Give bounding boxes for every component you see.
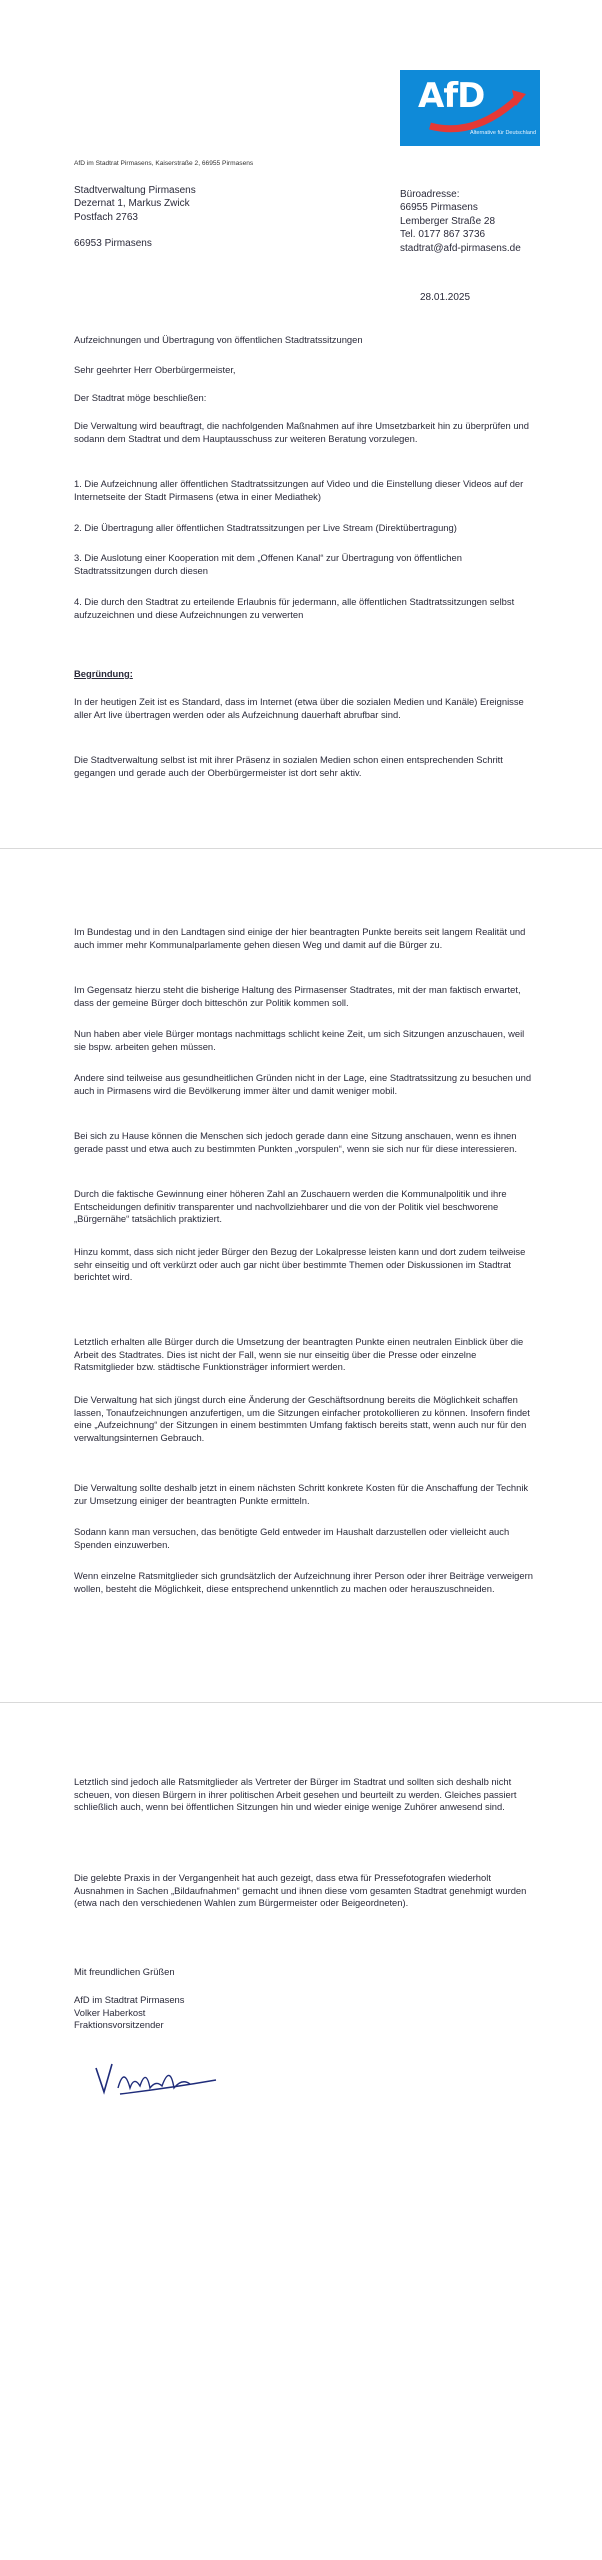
logo-tagline: Alternative für Deutschland (470, 130, 537, 136)
office-line: stadtrat@afd-pirmasens.de (400, 242, 521, 254)
subject-line: Aufzeichnungen und Übertragung von öffentlichen Stadtratssitzungen (74, 334, 363, 345)
logo-text: AfD (418, 76, 485, 116)
recipient-line: 66953 Pirmasens (74, 238, 152, 250)
paragraph: Die Verwaltung hat sich jüngst durch eine Änderung der Geschäftsordnung bereits die Möglichkeit schaffen lassen, Tonaufzeichnungen anzufertigen, um die Sitzungen einfacher protokollieren zu können. Insofern findet eine „Aufzeichnung“ der Sitzungen in einem bestimmten Umfang faktisch bereits statt, wenn auch nur für den verwaltungsinternen Gebrauch. (74, 1394, 530, 1443)
office-line: 66955 Pirmasens (400, 202, 478, 214)
signature-block (74, 1994, 184, 2032)
recipient-line: Postfach 2763 (74, 211, 138, 223)
intro-line: Der Stadtrat möge beschließen: (74, 392, 207, 403)
paragraph: Andere sind teilweise aus gesundheitlichen Gründen nicht in der Lage, eine Stadtratssitzung zu besuchen und auch in Pirmasens wird die Bevölkerung immer älter und damit weniger mobil. (74, 1072, 532, 1096)
office-line: Büroadresse: (400, 189, 460, 200)
office-line: Lemberger Straße 28 (400, 215, 496, 227)
handwritten-signature (90, 2058, 220, 2102)
paragraph: Bei sich zu Hause können die Menschen sich jedoch gerade dann eine Sitzung anschauen, wenn es ihnen gerade passt und etwa auch zu bestimmten Punkten „vorspulen“, wenn sie sich nur für diese interessieren. (74, 1130, 517, 1154)
afd-logo (400, 70, 540, 146)
salutation: Sehr geehrter Herr Oberbürgermeister, (74, 364, 236, 375)
paragraph: In der heutigen Zeit ist es Standard, dass im Internet (etwa über die sozialen Medien und Kanäle) Ereignisse aller Art live übertragen werden oder als Aufzeichnung dauerhaft abrufbar sind. (74, 696, 524, 720)
letter-date: 28.01.2025 (420, 292, 471, 303)
paragraph: Wenn einzelne Ratsmitglieder sich grundsätzlich der Aufzeichnung ihrer Person oder ihrer Beiträge verweigern wollen, besteht die Möglichkeit, diese entsprechend unkenntlich zu machen oder herauszuschneiden. (74, 1570, 533, 1594)
paragraph: Die Verwaltung wird beauftragt, die nachfolgenden Maßnahmen auf ihre Umsetzbarkeit hin zu überprüfen und sodann dem Stadtrat und dem Hauptausschuss zur weiteren Beratung vorzulegen. (74, 420, 529, 444)
paragraph: Hinzu kommt, dass sich nicht jeder Bürger den Bezug der Lokalpresse leisten kann und dort zudem teilweise sehr einseitig und oft verkürzt oder auch gar nicht über bestimmte Themen oder Diskussionen im Stadtrat berichtet wird. (74, 1246, 526, 1283)
paragraph: Nun haben aber viele Bürger montags nachmittags schlicht keine Zeit, um sich Sitzungen anzuschauen, weil sie bspw. arbeiten gehen müssen. (74, 1028, 525, 1052)
paragraph: 1. Die Aufzeichnung aller öffentlichen Stadtratssitzungen auf Video und die Einstellung dieser Videos auf der Internetseite der Stadt Pirmasens (etwa in einer Mediathek) (74, 478, 524, 502)
paragraph: 2. Die Übertragung aller öffentlichen Stadtratssitzungen per Live Stream (Direktübertragung) (74, 522, 457, 533)
paragraph: Die Stadtverwaltung selbst ist mit ihrer Präsenz in sozialen Medien schon einen entsprechenden Schritt gegangen und gerade auch der Oberbürgermeister ist dort sehr aktiv. (74, 754, 503, 778)
paragraph: Letztlich sind jedoch alle Ratsmitglieder als Vertreter der Bürger im Stadtrat und sollten sich deshalb nicht scheuen, von diesen Bürgern in ihrer politischen Arbeit gesehen und beurteilt zu werden. Gleiches passiert schließlich auch, wenn bei öffentlichen Sitzungen hin und wieder einige wenige Zuhörer anwesend sind. (74, 1776, 517, 1813)
closing: Mit freundlichen Grüßen (74, 1966, 175, 1977)
paragraph: 3. Die Auslotung einer Kooperation mit dem „Offenen Kanal“ zur Übertragung von öffentlichen Stadtratssitzungen durch diesen (74, 552, 462, 576)
office-address (400, 188, 521, 255)
paragraph: Die Verwaltung sollte deshalb jetzt in einem nächsten Schritt konkrete Kosten für die Anschaffung der Technik zur Umsetzung einiger der beantragten Punkte ermitteln. (74, 1482, 529, 1506)
office-line: Tel. 0177 867 3736 (400, 229, 486, 241)
paragraph: 4. Die durch den Stadtrat zu erteilende Erlaubnis für jedermann, alle öffentlichen Stadtratssitzungen selbst aufzuzeichnen und diese Aufzeichnungen zu verwerten (74, 596, 515, 620)
signature-line: Fraktionsvorsitzender (74, 2019, 164, 2031)
recipient-line: Stadtverwaltung Pirmasens (74, 185, 196, 196)
paragraph: Die gelebte Praxis in der Vergangenheit hat auch gezeigt, dass etwa für Pressefotografen wiederholt Ausnahmen in Sachen „Bildaufnahmen“ gemacht und ihnen diese vom gesamten Stadtrat genehmigt wurden (etwa nach den verschiedenen Wahlen zum Bürgermeister oder Beigeordneten). (74, 1872, 527, 1909)
recipient-line: Dezernat 1, Markus Zwick (74, 198, 190, 210)
paragraph: Im Gegensatz hierzu steht die bisherige Haltung des Pirmasenser Stadtrates, mit der man faktisch erwartet, dass der gemeine Bürger doch bitteschön zur Politik kommen soll. (74, 984, 521, 1008)
signature-line: AfD im Stadtrat Pirmasens (74, 1994, 185, 2005)
page-break (0, 1702, 602, 1703)
paragraph: Letztlich erhalten alle Bürger durch die Umsetzung der beantragten Punkte einen neutralen Einblick über die Arbeit des Stadtrates. Dies ist nicht der Fall, wenn sie nur einseitig über die Presse oder einzelne Ratsmitglieder bzw. städtische Funktionsträger informiert werden. (74, 1336, 524, 1373)
paragraph: Sodann kann man versuchen, das benötigte Geld entweder im Haushalt darzustellen oder vielleicht auch Spenden einzuwerben. (74, 1526, 510, 1550)
paragraph: Im Bundestag und in den Landtagen sind einige der hier beantragten Punkte bereits seit langem Realität und auch immer mehr Kommunalparlamente gehen diesen Weg und damit auf die Bürger zu. (74, 926, 526, 950)
section-heading: Begründung: (74, 668, 133, 679)
page-break (0, 848, 602, 849)
recipient-address (74, 184, 196, 251)
sender-line: AfD im Stadtrat Pirmasens, Kaiserstraße 2, 66955 Pirmasens (74, 160, 254, 167)
paragraph: Durch die faktische Gewinnung einer höheren Zahl an Zuschauern werden die Kommunalpolitik und ihre Entscheidungen definitiv transparenter und nachvollziehbarer und die von der Politik viel beschworene „Bürgernähe“ tatsächlich praktiziert. (74, 1188, 507, 1225)
signature-line: Volker Haberkost (74, 2006, 146, 2018)
